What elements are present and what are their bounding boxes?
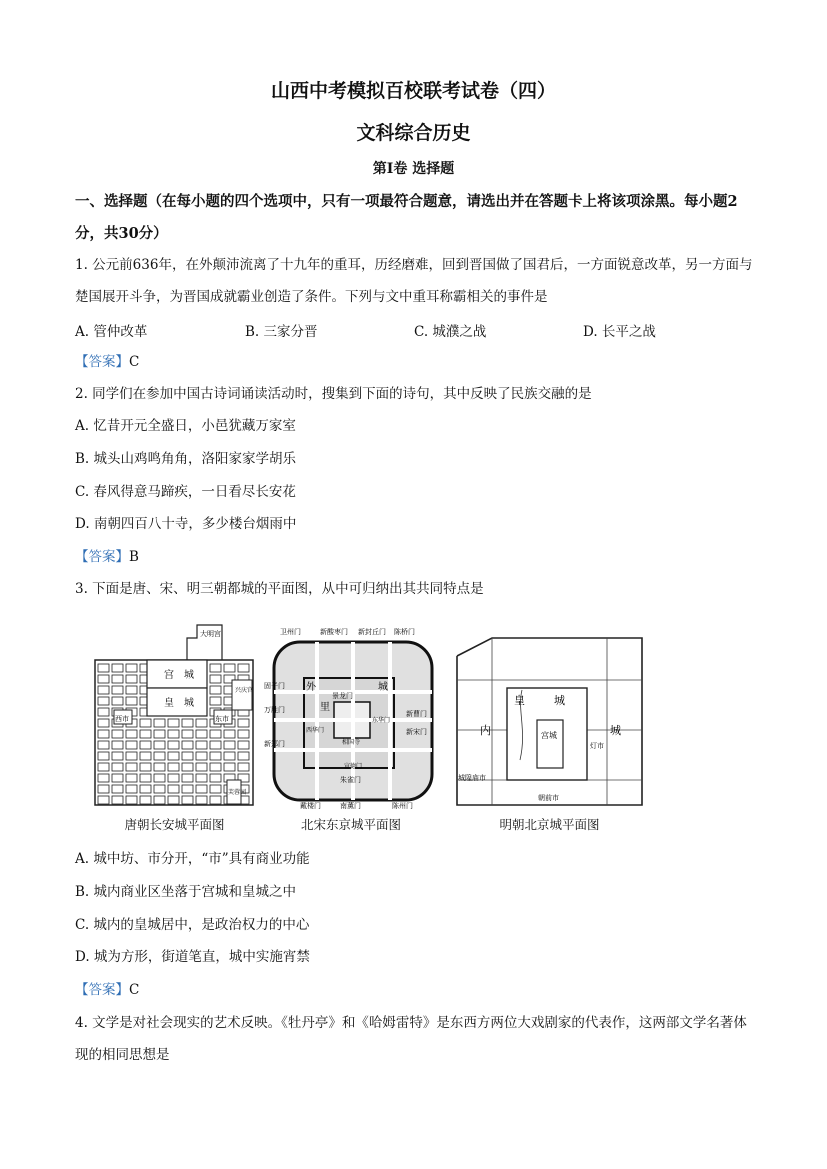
q2-option-c: C. 春风得意马蹄疾，一日看尽长安花 — [75, 484, 296, 500]
fig3-caption: 明朝北京城平面图 — [499, 817, 600, 832]
east-market-label: 东市 — [215, 715, 229, 723]
answer-value: C — [129, 354, 140, 370]
answer-label: 【答案】 — [75, 982, 129, 998]
lantern-market-label: 灯市 — [590, 742, 604, 750]
section-instructions: 一、选择题（在每小题的四个选项中，只有一项最符合题意，请选出并在答题卡上将该项涂黑。每小题2分，共30分） — [75, 193, 738, 242]
answer-value: C — [129, 982, 140, 998]
palace-city-label: 宫城 — [541, 731, 557, 740]
q2-option-d: D. 南朝四百八十寺，多少楼台烟雨中 — [75, 516, 297, 532]
zhuque-label: 朱雀门 — [340, 776, 361, 784]
q3-option-c: C. 城内的皇城居中，是政治权力的中心 — [75, 917, 310, 933]
gate-suanzao: 新酸枣门 — [320, 628, 348, 636]
page-title: 山西中考模拟百校联考试卷（四） — [270, 80, 556, 102]
outer-city-label: 外 — [306, 682, 316, 693]
huang-label: 皇 — [514, 694, 525, 707]
q3-option-a: A. 城中坊、市分开，“市”具有商业功能 — [75, 851, 310, 867]
q3-answer — [75, 974, 755, 1006]
ming-beijing-map — [452, 620, 647, 810]
fig1-caption: 唐朝长安城平面图 — [124, 817, 225, 832]
xihua-label: 西华门 — [306, 727, 325, 734]
city-label: 城 — [378, 682, 388, 693]
donghua-label: 东华门 — [372, 717, 391, 724]
imperial-city-label: 皇 城 — [164, 698, 194, 709]
song-kaifeng-map — [262, 620, 440, 810]
volume-heading: 第Ⅰ卷 选择题 — [372, 161, 455, 177]
fig2-caption: 北宋东京城平面图 — [300, 817, 401, 832]
q1-option-b: B. 三家分晋 — [245, 324, 318, 340]
gate-weizhou: 卫州门 — [280, 628, 301, 636]
q1-stem: 1. 公元前636年，在外颠沛流离了十九年的重耳，历经磨难，回到晋国做了国君后，一方面锐意改革，另一方面与楚国展开斗争，为晋国成就霸业创造了条件。下列与文中重耳称霸相关的事件是 — [75, 257, 753, 305]
q3-stem: 3. 下面是唐、宋、明三朝都城的平面图，从中可归纳出其共同特点是 — [75, 581, 484, 597]
answer-value: B — [129, 549, 139, 565]
cheng2-label: 城 — [610, 724, 621, 737]
q4-stem: 4. 文学是对社会现实的艺术反映。《牡丹亭》和《哈姆雷特》是东西方两位大戏剧家的代表作，这两部文学名著体现的相同思想是 — [75, 1015, 747, 1063]
gate-guzi: 固子门 — [264, 682, 285, 690]
tang-changan-map — [92, 620, 257, 810]
q3-option-d: D. 城为方形，街道笔直，城中实施宵禁 — [75, 949, 310, 965]
jinglong-label: 景龙门 — [332, 692, 353, 700]
inner-city-label: 里 — [320, 702, 330, 713]
q2-option-a: A. 忆昔开元全盛日，小邑犹藏万家室 — [75, 418, 296, 434]
palace-label: 宫 城 — [164, 670, 194, 681]
daming-label: 大明宫 — [200, 630, 221, 638]
west-market-label: 西市 — [115, 715, 129, 723]
q2-answer — [75, 541, 755, 573]
q2-stem: 2. 同学们在参加中国古诗词诵读活动时，搜集到下面的诗句，其中反映了民族交融的是 — [75, 386, 592, 402]
xiangguo-label: 相国寺 — [342, 739, 361, 746]
xingqing-label: 兴庆宫 — [235, 687, 254, 694]
nei-label: 内 — [480, 724, 491, 737]
gate-nanxun: 南薰门 — [340, 802, 361, 810]
q3-option-b: B. 城内商业区坐落于宫城和皇城之中 — [75, 884, 297, 900]
q1-answer — [75, 346, 755, 378]
furong-label: 芙蓉园 — [228, 789, 247, 796]
gate-dailou: 戴楼门 — [300, 802, 321, 810]
chaoqian-market-label: 朝前市 — [538, 794, 559, 802]
q1-option-a: A. 管仲改革 — [75, 324, 148, 340]
answer-label: 【答案】 — [75, 549, 129, 565]
gate-chenzhou: 陈州门 — [392, 802, 413, 810]
gate-wansheng: 万胜门 — [264, 706, 285, 714]
gate-fengqiu: 新封丘门 — [358, 628, 386, 636]
xuande-label: 宣德门 — [344, 763, 363, 770]
q1-option-d: D. 长平之战 — [583, 324, 656, 340]
q2-option-b: B. 城头山鸡鸣角角，洛阳家家学胡乐 — [75, 451, 297, 467]
answer-label: 【答案】 — [75, 354, 129, 370]
cheng-label: 城 — [554, 694, 565, 707]
page-subtitle: 文科综合历史 — [356, 122, 471, 144]
gate-xinsong: 新宋门 — [406, 728, 427, 736]
gate-xincao: 新曹门 — [406, 710, 427, 718]
gate-chenqiao: 陈桥门 — [394, 628, 415, 636]
chenghuang-market-label: 城隍庙市 — [458, 774, 486, 782]
gate-xinzheng: 新郑门 — [264, 740, 285, 748]
q1-option-c: C. 城濮之战 — [414, 324, 487, 340]
